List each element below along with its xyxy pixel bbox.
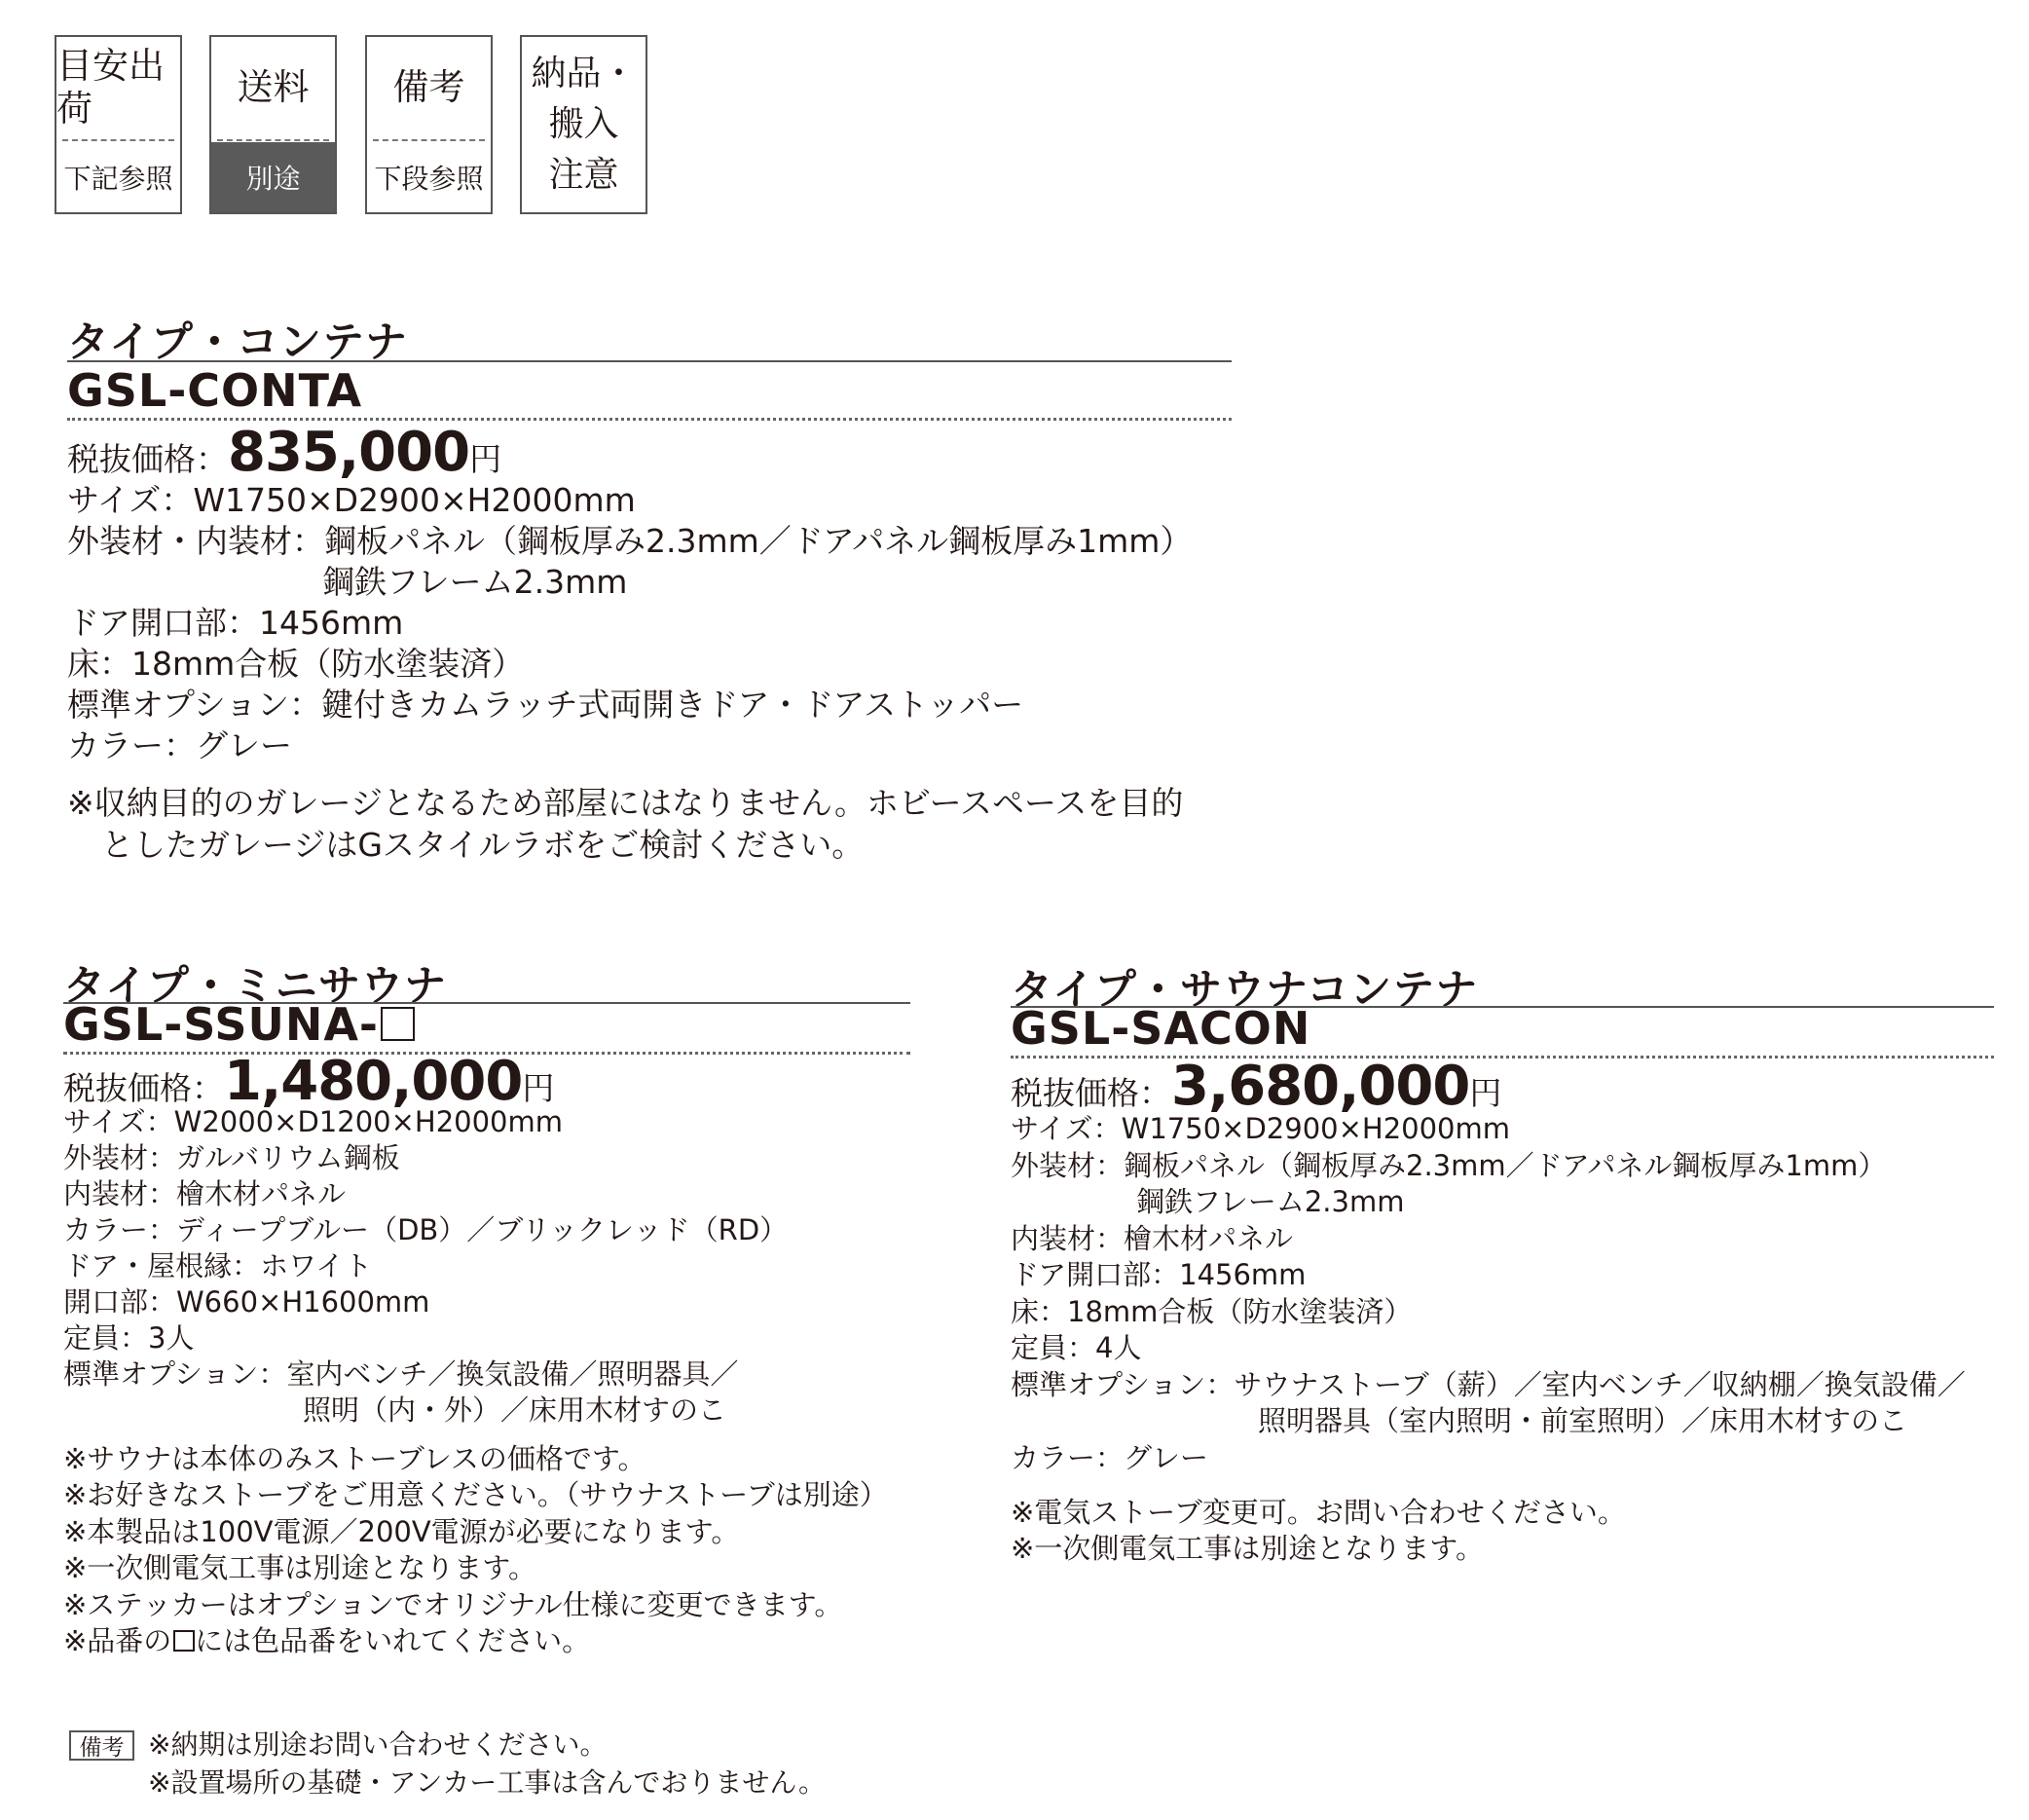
conta-spec-list bbox=[67, 480, 1192, 766]
badge-delivery-caution-text bbox=[522, 37, 646, 212]
spec-row: 定員：4人 bbox=[1011, 1331, 1142, 1364]
ssuna-notes bbox=[63, 1441, 888, 1659]
spec-row: 鋼鉄フレーム2.3mm bbox=[322, 563, 628, 601]
remark-line: ※設置場所の基礎・アンカー工事は含んでおりません。 bbox=[148, 1766, 827, 1799]
spec-row: 標準オプション：鍵付きカムラッチ式両開きドア・ドアストッパー bbox=[67, 686, 1024, 724]
price-value: 835,000 bbox=[228, 421, 470, 484]
badge-shipping-fee-title: 送料 bbox=[237, 65, 310, 108]
badge-shipping bbox=[55, 35, 182, 214]
sacon-notes bbox=[1011, 1495, 1626, 1568]
sacon-model-number: GSL-SACON bbox=[1011, 1002, 1311, 1055]
spec-row: サイズ：W2000×D1200×H2000mm bbox=[63, 1105, 563, 1138]
ssuna-type-title: タイプ・ミニサウナ bbox=[63, 962, 447, 1011]
badge-shipping-title: 目安出荷 bbox=[56, 44, 165, 130]
spec-row: ドア開口部：1456mm bbox=[67, 604, 404, 642]
yen-unit: 円 bbox=[469, 440, 502, 478]
note-line: ※本製品は100V電源／200V電源が必要になります。 bbox=[63, 1514, 740, 1548]
spec-row: 定員：3人 bbox=[63, 1321, 195, 1355]
remarks-list bbox=[148, 1726, 826, 1801]
price-value: 3,680,000 bbox=[1171, 1055, 1470, 1118]
yen-unit: 円 bbox=[522, 1069, 555, 1107]
spec-row: サイズ：W1750×D2900×H2000mm bbox=[67, 481, 636, 519]
spec-row: 照明器具（室内照明・前室照明）／床用木材すのこ bbox=[1258, 1404, 1908, 1437]
spec-row: 標準オプション：室内ベンチ／換気設備／照明器具／ bbox=[63, 1357, 739, 1391]
ssuna-model-number bbox=[63, 998, 415, 1051]
conta-title-rule bbox=[67, 360, 1232, 362]
badge-delivery-caution bbox=[520, 35, 647, 214]
price-label: 税抜価格： bbox=[1011, 1074, 1171, 1112]
conta-model-number: GSL-CONTA bbox=[67, 364, 363, 417]
badge-remarks bbox=[365, 35, 493, 214]
note-line bbox=[63, 1623, 888, 1659]
note-text: には色品番をいれてください。 bbox=[195, 1624, 591, 1658]
sacon-price bbox=[1011, 1055, 1501, 1118]
spec-row: ドア・屋根縁：ホワイト bbox=[63, 1249, 373, 1282]
price-label: 税抜価格： bbox=[63, 1069, 224, 1107]
ssuna-model-text: GSL-SSUNA- bbox=[63, 998, 380, 1051]
spec-row: カラー：グレー bbox=[67, 726, 292, 764]
conta-notes bbox=[67, 782, 1183, 866]
badge-shipping-value: 下記参照 bbox=[63, 162, 173, 195]
remark-line: ※納期は別途お問い合わせください。 bbox=[148, 1728, 608, 1761]
color-code-box-icon bbox=[173, 1630, 195, 1652]
badge-shipping-fee-value: 別途 bbox=[211, 142, 335, 212]
spec-row: サイズ：W1750×D2900×H2000mm bbox=[1011, 1112, 1510, 1145]
badge-remarks-value: 下段参照 bbox=[374, 162, 484, 195]
note-line: ※電気ストーブ変更可。お問い合わせください。 bbox=[1011, 1496, 1626, 1529]
badge-remarks-title: 備考 bbox=[392, 65, 465, 108]
note-line: ※ステッカーはオプションでオリジナル仕様に変更できます。 bbox=[63, 1587, 843, 1621]
spec-row: 照明（内・外）／床用木材すのこ bbox=[303, 1393, 727, 1427]
conta-price bbox=[67, 421, 501, 484]
yen-unit: 円 bbox=[1469, 1074, 1502, 1112]
note-line: としたガレージはGスタイルラボをご検討ください。 bbox=[101, 826, 865, 864]
note-text: ※品番の bbox=[63, 1624, 172, 1658]
badge-delivery-caution-line: 納品・搬入 bbox=[531, 53, 637, 144]
note-line: ※収納目的のガレージとなるため部屋にはなりません。ホビースペースを目的 bbox=[67, 784, 1184, 822]
color-code-box-icon bbox=[381, 1007, 415, 1041]
sacon-type-title: タイプ・サウナコンテナ bbox=[1011, 966, 1479, 1015]
remarks-tag: 備考 bbox=[69, 1730, 134, 1761]
spec-row: 床：18mm合板（防水塗装済） bbox=[67, 645, 525, 683]
spec-row: 開口部：W660×H1600mm bbox=[63, 1285, 430, 1319]
spec-row: 標準オプション：サウナストーブ（薪）／室内ベンチ／収納棚／換気設備／ bbox=[1011, 1367, 1966, 1401]
spec-row: 内装材：檜木材パネル bbox=[1011, 1221, 1294, 1255]
spec-row: ドア開口部：1456mm bbox=[1011, 1258, 1307, 1291]
badge-shipping-fee bbox=[209, 35, 337, 214]
note-line: ※一次側電気工事は別途となります。 bbox=[63, 1551, 536, 1585]
note-line: ※お好きなストーブをご用意ください。（サウナストーブは別途） bbox=[63, 1478, 888, 1512]
price-value: 1,480,000 bbox=[224, 1050, 523, 1113]
spec-row: 外装材：ガルバリウム鋼板 bbox=[63, 1141, 400, 1174]
price-label: 税抜価格： bbox=[67, 440, 228, 478]
note-line: ※サウナは本体のみストーブレスの価格です。 bbox=[63, 1442, 646, 1475]
note-line: ※一次側電気工事は別途となります。 bbox=[1011, 1532, 1484, 1566]
spec-row: カラー：ディープブルー（DB）／ブリックレッド（RD） bbox=[63, 1213, 789, 1246]
spec-row: 内装材：檜木材パネル bbox=[63, 1177, 347, 1210]
badge-divider bbox=[217, 139, 329, 141]
spec-row: カラー：グレー bbox=[1011, 1440, 1209, 1474]
conta-type-title: タイプ・コンテナ bbox=[67, 318, 408, 367]
sacon-spec-list bbox=[1011, 1111, 1966, 1476]
spec-row: 床：18mm合板（防水塗装済） bbox=[1011, 1294, 1413, 1328]
badge-delivery-caution-line: 注意 bbox=[548, 155, 619, 196]
spec-row: 鋼鉄フレーム2.3mm bbox=[1136, 1185, 1405, 1218]
spec-row: 外装材：鋼板パネル（鋼板厚み2.3mm／ドアパネル鋼板厚み1mm） bbox=[1011, 1148, 1887, 1182]
spec-row: 外装材・内装材：鋼板パネル（鋼板厚み2.3mm／ドアパネル鋼板厚み1mm） bbox=[67, 522, 1193, 560]
ssuna-spec-list bbox=[63, 1104, 788, 1429]
